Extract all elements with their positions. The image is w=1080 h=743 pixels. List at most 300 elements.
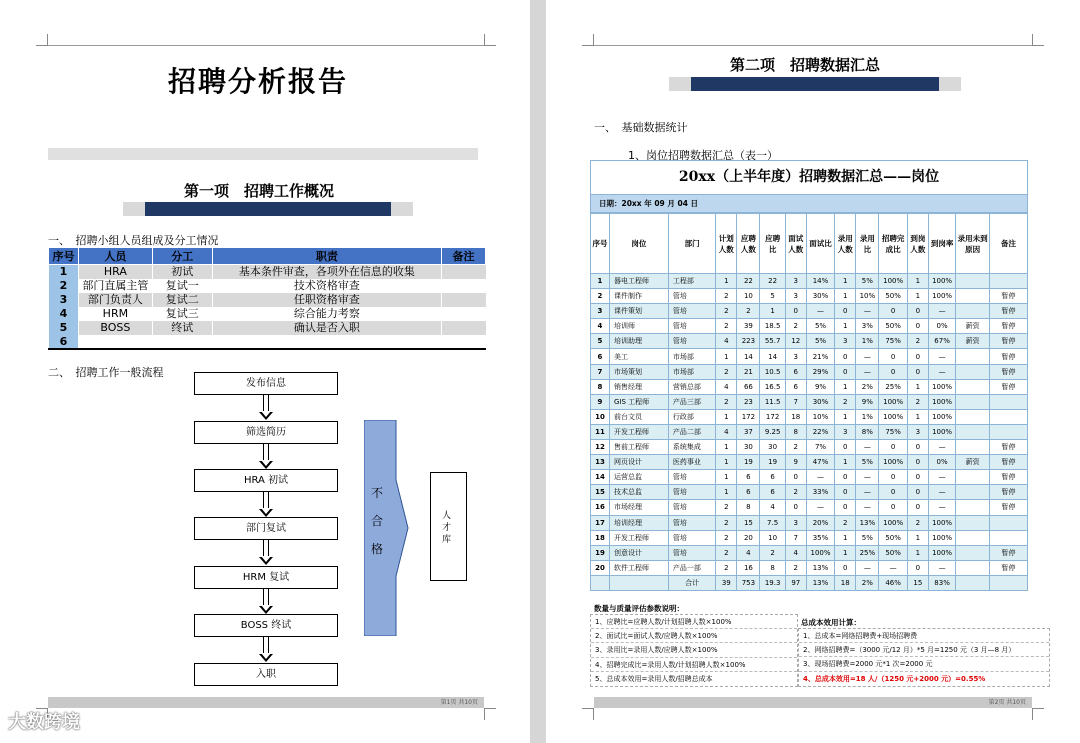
cell: 2 (716, 515, 737, 530)
cell: 暂停 (989, 545, 1027, 560)
cell: 22 (737, 274, 760, 289)
cell: 培训经理 (609, 515, 668, 530)
cell: 15 (737, 515, 760, 530)
cell: 课件策划 (609, 304, 668, 319)
cell: 0 (879, 500, 907, 515)
cell: 10% (806, 409, 834, 424)
cell: 18.5 (760, 319, 785, 334)
cell: 7 (785, 394, 806, 409)
cell: 19 (760, 455, 785, 470)
column-header: 招聘完成比 (879, 214, 907, 274)
divider-bar (48, 148, 478, 160)
cell (609, 575, 668, 590)
cell: 16 (737, 560, 760, 575)
cell: 19 (591, 545, 610, 560)
cell: — (879, 560, 907, 575)
cell: 2% (856, 379, 879, 394)
cell: 1 (907, 530, 928, 545)
cell (442, 307, 486, 321)
cell: 市场策划 (609, 364, 668, 379)
cell: 4 (737, 545, 760, 560)
cell: 13% (856, 515, 879, 530)
cell: 开发工程师 (609, 530, 668, 545)
table-row (591, 530, 1028, 545)
cell: 12 (591, 440, 610, 455)
cell: 暂停 (989, 304, 1027, 319)
cell (956, 304, 990, 319)
reject-label: 格 (371, 542, 384, 556)
cell: 33% (806, 485, 834, 500)
table-row (591, 394, 1028, 409)
crop-mark (36, 34, 48, 46)
crop-mark (582, 34, 594, 46)
column-header: 应聘人数 (737, 214, 760, 274)
cell: 创意设计 (609, 545, 668, 560)
cell (956, 289, 990, 304)
table-row (591, 485, 1028, 500)
cell: — (928, 470, 955, 485)
cell: 18 (835, 575, 856, 590)
reject-label: 合 (371, 514, 384, 528)
cell: 0 (835, 470, 856, 485)
cell: 9 (591, 394, 610, 409)
cell: 薪资 (956, 455, 990, 470)
flow-step-boss: BOSS 终试 (194, 614, 338, 637)
cell: 6 (737, 485, 760, 500)
cell: 1 (907, 545, 928, 560)
cell: 47% (806, 455, 834, 470)
cell: 产品二部 (668, 424, 715, 439)
cell: 2 (907, 334, 928, 349)
cell: 1 (716, 349, 737, 364)
cell: 2 (907, 394, 928, 409)
cell: 1 (591, 274, 610, 289)
cell (956, 485, 990, 500)
cell: 15 (591, 485, 610, 500)
cell (956, 560, 990, 575)
cell: 5% (856, 274, 879, 289)
cell: 0 (879, 440, 907, 455)
notes-left-box (590, 614, 798, 687)
cell: 3 (835, 424, 856, 439)
cell: 4 (716, 424, 737, 439)
cell: 8 (737, 500, 760, 515)
cell: 13% (806, 575, 834, 590)
column-header: 到岗率 (928, 214, 955, 274)
cell (442, 293, 486, 307)
cell (442, 321, 486, 335)
cost-title: 总成本效用计算： (801, 618, 861, 627)
cell: 3 (785, 349, 806, 364)
cell: 管培 (668, 470, 715, 485)
talent-pool-label: 才 (442, 523, 452, 533)
crop-mark (1032, 34, 1044, 46)
cell (989, 274, 1027, 289)
column-header: 面试比 (806, 214, 834, 274)
cell: 55.7 (760, 334, 785, 349)
talent-pool-label: 人 (442, 511, 452, 521)
cell: 13 (591, 455, 610, 470)
cell: 10.5 (760, 364, 785, 379)
cell: HRM (78, 307, 152, 321)
cell: 工程部 (668, 274, 715, 289)
cell: 21 (737, 364, 760, 379)
cell: 0 (907, 500, 928, 515)
cell (989, 575, 1027, 590)
column-header: 分工 (152, 248, 212, 265)
cell: 0 (907, 470, 928, 485)
cell (989, 409, 1027, 424)
cell: 29% (806, 364, 834, 379)
cell (989, 424, 1027, 439)
section-2-title: 第二项 招聘数据汇总 (730, 56, 881, 74)
cell: 100% (928, 424, 955, 439)
cell: 2 (785, 319, 806, 334)
cell: 0 (785, 304, 806, 319)
cell: 15 (907, 575, 928, 590)
cost-line: 2、网络招聘费=（3000 元/12 月）*5 月=1250 元（3 月—8 月） (799, 643, 1049, 657)
section-underline (691, 77, 939, 91)
cell: 5% (856, 455, 879, 470)
cell: 100% (879, 394, 907, 409)
cell: — (928, 304, 955, 319)
cell: 技术总监 (609, 485, 668, 500)
cell: 暂停 (989, 334, 1027, 349)
cell: 暂停 (989, 440, 1027, 455)
note-line: 1、应聘比=应聘人数/计划招聘人数×100% (591, 615, 797, 629)
cell: 0 (835, 485, 856, 500)
cell: 终试 (152, 321, 212, 335)
cell (442, 335, 486, 349)
cell: 复试一 (152, 279, 212, 293)
table-caption: 1、岗位招聘数据汇总（表一） (628, 149, 778, 162)
cell: 0 (835, 304, 856, 319)
cell: 3 (591, 304, 610, 319)
cell: 2 (716, 530, 737, 545)
table-row (591, 455, 1028, 470)
column-header: 应聘比 (760, 214, 785, 274)
cell: 1 (835, 289, 856, 304)
note-line: 2、面试比=面试人数/应聘人数×100% (591, 629, 797, 643)
cell: 37 (737, 424, 760, 439)
cell: 50% (879, 530, 907, 545)
cell: 2 (835, 394, 856, 409)
cell: — (928, 560, 955, 575)
cell: 薪资 (956, 334, 990, 349)
cell: 0 (879, 349, 907, 364)
header-rule (594, 45, 1032, 46)
cell: 2 (785, 440, 806, 455)
cell: 3 (907, 424, 928, 439)
cell: 3 (835, 334, 856, 349)
column-header: 录用人数 (835, 214, 856, 274)
cell: 10 (760, 530, 785, 545)
cell: 0 (879, 364, 907, 379)
cost-line: 3、现场招聘费=2000 元*1 次=2000 元 (799, 657, 1049, 671)
cell (956, 379, 990, 394)
cell: 12 (785, 334, 806, 349)
cell: 培训助理 (609, 334, 668, 349)
cell: 39 (737, 319, 760, 334)
cell: — (806, 500, 834, 515)
cell: 100% (806, 545, 834, 560)
cell: 2 (716, 364, 737, 379)
cell: 暂停 (989, 470, 1027, 485)
cell: 网页设计 (609, 455, 668, 470)
cell: 2 (716, 394, 737, 409)
cell (78, 335, 152, 349)
subsection-heading: 一、 基础数据统计 (594, 121, 688, 134)
cell: 售前工程师 (609, 440, 668, 455)
cell: — (856, 485, 879, 500)
cell: 19.3 (760, 575, 785, 590)
table-row (591, 349, 1028, 364)
cell: 1 (835, 455, 856, 470)
cell: 0 (907, 455, 928, 470)
cell: 100% (928, 545, 955, 560)
column-header: 面试人数 (785, 214, 806, 274)
cell: 100% (928, 530, 955, 545)
cell: 1 (835, 409, 856, 424)
cell: 0 (835, 560, 856, 575)
cell: 4 (49, 307, 79, 321)
cell: 综合能力考察 (212, 307, 441, 321)
cell: 14% (806, 274, 834, 289)
cell: 合计 (668, 575, 715, 590)
cell: — (856, 470, 879, 485)
cell: 1 (49, 265, 79, 279)
cell: 初试 (152, 265, 212, 279)
cell: 14 (737, 349, 760, 364)
cell: 75% (879, 424, 907, 439)
cell: 100% (928, 274, 955, 289)
cell: 0 (907, 560, 928, 575)
cell: 25% (879, 379, 907, 394)
cell: 1 (716, 409, 737, 424)
cell: — (856, 304, 879, 319)
cell: 2 (716, 304, 737, 319)
cell: 0 (907, 304, 928, 319)
table-row (49, 307, 486, 321)
cell: 管培 (668, 530, 715, 545)
cell (956, 364, 990, 379)
cell: 6 (760, 470, 785, 485)
cell: 0 (879, 485, 907, 500)
cell: 30 (760, 440, 785, 455)
cell: 100% (928, 515, 955, 530)
cell: 2 (716, 319, 737, 334)
section-underline (145, 202, 391, 216)
cell: 2 (737, 304, 760, 319)
cell: 管培 (668, 500, 715, 515)
cell: 8% (856, 424, 879, 439)
cell: 4 (716, 334, 737, 349)
cell: 50% (879, 545, 907, 560)
cell: 1 (907, 409, 928, 424)
cell: 9 (785, 455, 806, 470)
cell (212, 335, 441, 349)
cell: 管培 (668, 289, 715, 304)
recruitment-summary-table (590, 160, 1028, 591)
cell: 运营总监 (609, 470, 668, 485)
cell (442, 265, 486, 279)
cell: 2 (716, 500, 737, 515)
cell: 66 (737, 379, 760, 394)
cell: 管培 (668, 515, 715, 530)
cell: 0 (835, 349, 856, 364)
cell: 18 (785, 409, 806, 424)
table-row (49, 279, 486, 293)
cell: 18 (591, 530, 610, 545)
cell: 1 (835, 319, 856, 334)
cell: 1 (907, 274, 928, 289)
cell: 2 (716, 560, 737, 575)
cell: 技术资格审查 (212, 279, 441, 293)
note-line: 3、录用比=录用人数/应聘人数×100% (591, 643, 797, 657)
cell: 11.5 (760, 394, 785, 409)
cell: 2 (785, 485, 806, 500)
flow-step-publish: 发布信息 (194, 372, 338, 395)
crop-mark (484, 34, 496, 46)
cell: 2 (785, 560, 806, 575)
cell: 1 (835, 274, 856, 289)
cell: 3 (785, 289, 806, 304)
table-row (591, 515, 1028, 530)
cell: 22% (806, 424, 834, 439)
cell: 4 (785, 545, 806, 560)
cell (956, 349, 990, 364)
cell: 2 (716, 289, 737, 304)
cell: 5 (760, 289, 785, 304)
cell: 0% (928, 319, 955, 334)
cell: 100% (928, 394, 955, 409)
cell (956, 394, 990, 409)
cell: 0 (879, 470, 907, 485)
table-row (591, 289, 1028, 304)
cell: 50% (879, 319, 907, 334)
cell: — (928, 349, 955, 364)
cell: — (856, 440, 879, 455)
cell: 0% (928, 455, 955, 470)
cell: 1 (907, 379, 928, 394)
cell: 部门负责人 (78, 293, 152, 307)
cell: 1 (835, 530, 856, 545)
cell: 8 (760, 560, 785, 575)
cell: 2 (835, 515, 856, 530)
down-arrow-icon (259, 444, 273, 470)
cell: 17 (591, 515, 610, 530)
table-row (49, 321, 486, 335)
cell: 14 (591, 470, 610, 485)
cell: 1 (835, 379, 856, 394)
table-date: 日期：20xx 年 09 月 04 日 (590, 195, 1028, 213)
cell: 销售经理 (609, 379, 668, 394)
down-arrow-icon (259, 589, 273, 615)
cell: 4 (716, 379, 737, 394)
cell: 0 (907, 349, 928, 364)
cell: 0 (907, 485, 928, 500)
cell: HRA (78, 265, 152, 279)
notes-right-box (798, 628, 1050, 687)
cell (956, 274, 990, 289)
flow-step-hra: HRA 初试 (194, 469, 338, 492)
cell: 产品三部 (668, 394, 715, 409)
cell: 1 (716, 485, 737, 500)
cell (989, 394, 1027, 409)
cell: 系统集成 (668, 440, 715, 455)
cell: 10% (856, 289, 879, 304)
cell: 3% (856, 319, 879, 334)
cell: 4 (591, 319, 610, 334)
cost-result-line: 4、总成本效用=18 人/（1250 元+2000 元）=0.55% (803, 674, 986, 683)
cell: 暂停 (989, 349, 1027, 364)
flow-step-screen: 筛选简历 (194, 421, 338, 444)
cell: 5 (49, 321, 79, 335)
cell: 7 (591, 364, 610, 379)
cell: 25% (856, 545, 879, 560)
cell (152, 335, 212, 349)
table-row (591, 500, 1028, 515)
staff-table (48, 247, 486, 350)
report-title: 招聘分析报告 (168, 65, 349, 98)
table-row (591, 379, 1028, 394)
cell: 20 (737, 530, 760, 545)
cell: 暂停 (989, 485, 1027, 500)
table-row (591, 424, 1028, 439)
cell: 薪资 (956, 319, 990, 334)
cell: 2 (760, 545, 785, 560)
down-arrow-icon (259, 637, 273, 663)
cell: 20% (806, 515, 834, 530)
cell: 0 (907, 364, 928, 379)
cell: 30% (806, 289, 834, 304)
cell: 83% (928, 575, 955, 590)
cell: 6 (737, 470, 760, 485)
cell (442, 279, 486, 293)
talent-pool-label: 库 (442, 535, 452, 545)
cell (956, 530, 990, 545)
cell: 1 (716, 440, 737, 455)
cell: 美工 (609, 349, 668, 364)
cell: 暂停 (989, 560, 1027, 575)
crop-mark (582, 708, 594, 720)
cell: 市场经理 (609, 500, 668, 515)
table-row (591, 319, 1028, 334)
page-footer: 第1页 共10页 (48, 697, 484, 708)
note-line: 5、总成本效用=录用人数/招聘总成本 (595, 674, 713, 683)
cell: 20 (591, 560, 610, 575)
document-page-2 (546, 0, 1080, 743)
cell: 暂停 (989, 455, 1027, 470)
table-row (591, 545, 1028, 560)
total-row (591, 575, 1028, 590)
cell: 100% (879, 515, 907, 530)
flow-step-hrm: HRM 复试 (194, 566, 338, 589)
cell: 100% (879, 274, 907, 289)
cell: 35% (806, 530, 834, 545)
column-header: 序号 (591, 214, 610, 274)
cell: 6 (49, 335, 79, 349)
down-arrow-icon (259, 540, 273, 566)
table-row (591, 274, 1028, 289)
column-header: 职责 (212, 248, 441, 265)
cell: 0 (907, 319, 928, 334)
cell: 23 (737, 394, 760, 409)
cell: 营销总部 (668, 379, 715, 394)
subsection-heading: 二、 招聘工作一般流程 (48, 366, 164, 379)
subsection-heading: 一、 招聘小组人员组成及分工情况 (48, 234, 219, 247)
recruitment-table (590, 213, 1028, 591)
